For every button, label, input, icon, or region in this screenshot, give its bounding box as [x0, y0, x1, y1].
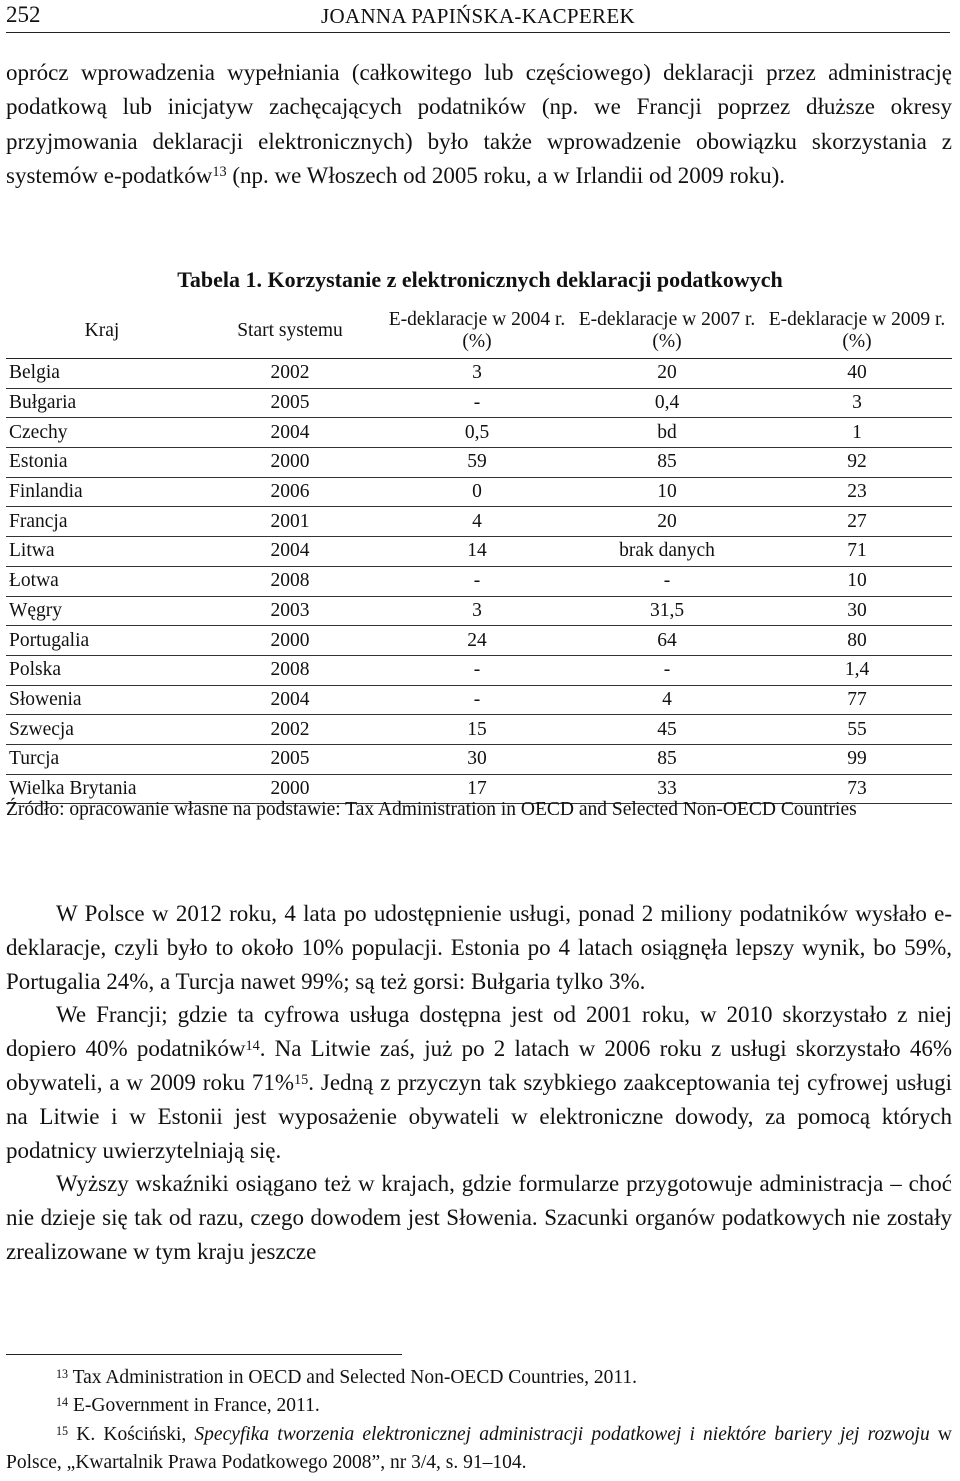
table-cell: 80 — [762, 626, 952, 656]
table-cell: - — [382, 388, 572, 418]
table-cell: 2003 — [198, 596, 382, 626]
table-cell: Słowenia — [6, 685, 198, 715]
table-row — [6, 715, 952, 745]
table-cell: 20 — [572, 507, 762, 537]
table-cell: 2004 — [198, 418, 382, 448]
table-cell: 31,5 — [572, 596, 762, 626]
table-cell: 20 — [572, 359, 762, 389]
col-header-kraj: Kraj — [6, 304, 198, 359]
table-cell: 3 — [382, 596, 572, 626]
table-caption: Tabela 1. Korzystanie z elektronicznych deklaracji podatkowych — [177, 267, 783, 292]
table-cell: 27 — [762, 507, 952, 537]
footnote-ref-13[interactable]: 13 — [212, 164, 227, 181]
intro-paragraph — [6, 56, 952, 193]
body-paragraph-3: Wyższy wskaźniki osiągano też w krajach, gdzie formularze przygotowuje administracja – choć nie dzieje się tak od razu, czego dowodem jest Słowenia. Szacunki organów podatkowych nie zostały zrealizowane w tym kraju jeszcze — [6, 1171, 952, 1264]
table-cell: 55 — [762, 715, 952, 745]
running-head-author: JOANNA PAPIŃSKA-KACPEREK — [321, 4, 635, 28]
col-header-2009: E-deklaracje w 2009 r. (%) — [762, 304, 952, 359]
footnote-13-number: 13 — [56, 1366, 69, 1381]
table-cell: 2001 — [198, 507, 382, 537]
table-cell: 2000 — [198, 448, 382, 478]
table-row — [6, 388, 952, 418]
table-cell: 23 — [762, 477, 952, 507]
table-cell: 0,5 — [382, 418, 572, 448]
body-paragraph-1: W Polsce w 2012 roku, 4 lata po udostępnienie usługi, ponad 2 miliony podatników wysłało e-deklaracje, czyli było to około 10% populacji. Estonia po 4 latach osiągnęła lepszy wynik, bo 59%, Portugalia 24%, a Turcja nawet 99%; są też gorsi: Bułgaria tylko 3%. — [6, 901, 952, 994]
table-source: Źródło: opracowanie własne na podstawie: Tax Administration in OECD and Selected Non-OECD Countries — [6, 799, 857, 820]
footnote-ref-14[interactable]: 14 — [245, 1037, 260, 1054]
col-header-start: Start systemu — [198, 304, 382, 359]
table-cell: 99 — [762, 744, 952, 774]
table-cell: 2004 — [198, 537, 382, 567]
footnote-15-title: Specyfika tworzenia elektronicznej administracji podatkowej i niektóre bariery jej rozwoju — [194, 1424, 930, 1445]
table-cell: 0,4 — [572, 388, 762, 418]
table-cell: 77 — [762, 685, 952, 715]
table-row — [6, 448, 952, 478]
running-header — [6, 0, 950, 33]
table-cell: 73 — [762, 774, 952, 804]
table-cell: 40 — [762, 359, 952, 389]
table-cell: - — [382, 566, 572, 596]
table-body — [6, 359, 952, 804]
table-row — [6, 685, 952, 715]
body-p2-text-a: We Francji; gdzie ta cyfrowa usługa dostępna jest od 2001 roku, w 2010 skorzystało z niej dopiero 40% podatników — [6, 1002, 952, 1062]
table-cell: 64 — [572, 626, 762, 656]
table-cell: 45 — [572, 715, 762, 745]
table-cell: Szwecja — [6, 715, 198, 745]
table-cell: 30 — [382, 744, 572, 774]
table-cell: 92 — [762, 448, 952, 478]
intro-text: oprócz wprowadzenia wypełniania (całkowitego lub częściowego) deklaracji przez administrację podatkową lub inicjatyw zachęcających podatników (np. we Francji poprzez dłuższe okresy przyjmowania deklaracji elektronicznych) było także wprowadzenie obowiązku skorzystania z systemów e-podatków — [6, 60, 952, 188]
table-cell: 0 — [382, 477, 572, 507]
body-p2-text-b: . Na Litwie zaś, już po 2 latach w 2006 roku z usługi skorzystało 46% obywateli, a w 2009 roku 71% — [6, 1036, 952, 1095]
table-cell: 1 — [762, 418, 952, 448]
table-cell: 2005 — [198, 388, 382, 418]
table-row — [6, 626, 952, 656]
footnote-13-text: Tax Administration in OECD and Selected Non-OECD Countries, 2011. — [68, 1367, 638, 1388]
table-cell: - — [572, 655, 762, 685]
col-header-2007: E-deklaracje w 2007 r. (%) — [572, 304, 762, 359]
table-cell: 4 — [382, 507, 572, 537]
table-row — [6, 566, 952, 596]
table-cell: 15 — [382, 715, 572, 745]
table-cell: Estonia — [6, 448, 198, 478]
table-cell: 17 — [382, 774, 572, 804]
table-cell: Łotwa — [6, 566, 198, 596]
table-cell: Litwa — [6, 537, 198, 567]
table-cell: brak danych — [572, 537, 762, 567]
table-cell: 85 — [572, 448, 762, 478]
table-cell: 24 — [382, 626, 572, 656]
table-cell: 2002 — [198, 715, 382, 745]
table-row — [6, 418, 952, 448]
table-cell: 2006 — [198, 477, 382, 507]
table-cell: 85 — [572, 744, 762, 774]
table-cell: 1,4 — [762, 655, 952, 685]
table-cell: 71 — [762, 537, 952, 567]
footnote-15-rest: w Polsce, „Kwartalnik Prawa Podatkowego 2008”, nr 3/4, s. 91–104. — [6, 1424, 952, 1473]
table-row — [6, 655, 952, 685]
table-cell: - — [382, 655, 572, 685]
table-header-row — [6, 304, 952, 359]
page-number: 252 — [6, 2, 41, 27]
table-cell: 2000 — [198, 774, 382, 804]
table-row — [6, 477, 952, 507]
footnote-15-author: K. Kościński, — [68, 1424, 195, 1445]
table-row — [6, 359, 952, 389]
footnote-14-number: 14 — [56, 1394, 69, 1409]
footnote-13 — [6, 1364, 952, 1392]
table-cell: Finlandia — [6, 477, 198, 507]
footnote-15 — [6, 1421, 952, 1477]
table-cell: Belgia — [6, 359, 198, 389]
table-cell: Polska — [6, 655, 198, 685]
table-cell: 30 — [762, 596, 952, 626]
table-cell: 2000 — [198, 626, 382, 656]
table-row — [6, 596, 952, 626]
table-cell: 33 — [572, 774, 762, 804]
intro-text-end: (np. we Włoszech od 2005 roku, a w Irlandii od 2009 roku). — [226, 162, 786, 188]
table-cell: 10 — [762, 566, 952, 596]
table-cell: 2008 — [198, 566, 382, 596]
table-cell: 2005 — [198, 744, 382, 774]
table-cell: 2004 — [198, 685, 382, 715]
table-cell: Wielka Brytania — [6, 774, 198, 804]
table-cell: 2008 — [198, 655, 382, 685]
body-paragraph-2 — [6, 998, 952, 1167]
table-cell: 10 — [572, 477, 762, 507]
table-cell: - — [572, 566, 762, 596]
data-table — [6, 304, 952, 804]
table-cell: Czechy — [6, 418, 198, 448]
table-row — [6, 744, 952, 774]
footnote-ref-15[interactable]: 15 — [294, 1071, 309, 1088]
footnote-14 — [6, 1392, 952, 1420]
table-cell: 4 — [572, 685, 762, 715]
body-text — [6, 897, 952, 1269]
table-cell: 59 — [382, 448, 572, 478]
table-row — [6, 507, 952, 537]
footnote-14-text: E-Government in France, 2011. — [68, 1395, 320, 1416]
table-cell: Francja — [6, 507, 198, 537]
table-cell: Węgry — [6, 596, 198, 626]
footnote-15-number: 15 — [56, 1423, 69, 1438]
table-cell: Portugalia — [6, 626, 198, 656]
table-row — [6, 537, 952, 567]
table-cell: Bułgaria — [6, 388, 198, 418]
table-cell: bd — [572, 418, 762, 448]
table-cell: 2002 — [198, 359, 382, 389]
table-cell: Turcja — [6, 744, 198, 774]
table-cell: 3 — [382, 359, 572, 389]
table-cell: - — [382, 685, 572, 715]
table-cell: 14 — [382, 537, 572, 567]
col-header-2004: E-deklaracje w 2004 r. (%) — [382, 304, 572, 359]
table-cell: 3 — [762, 388, 952, 418]
body-p2-text-c: . Jedną z przyczyn tak szybkiego zaakceptowania tej cyfrowej usługi na Litwie i w Estonii jest wyposażenie obywateli w elektroniczne dowody, za pomocą których podatnicy uwierzytelniają się. — [6, 1069, 952, 1163]
footnote-separator — [6, 1354, 402, 1355]
